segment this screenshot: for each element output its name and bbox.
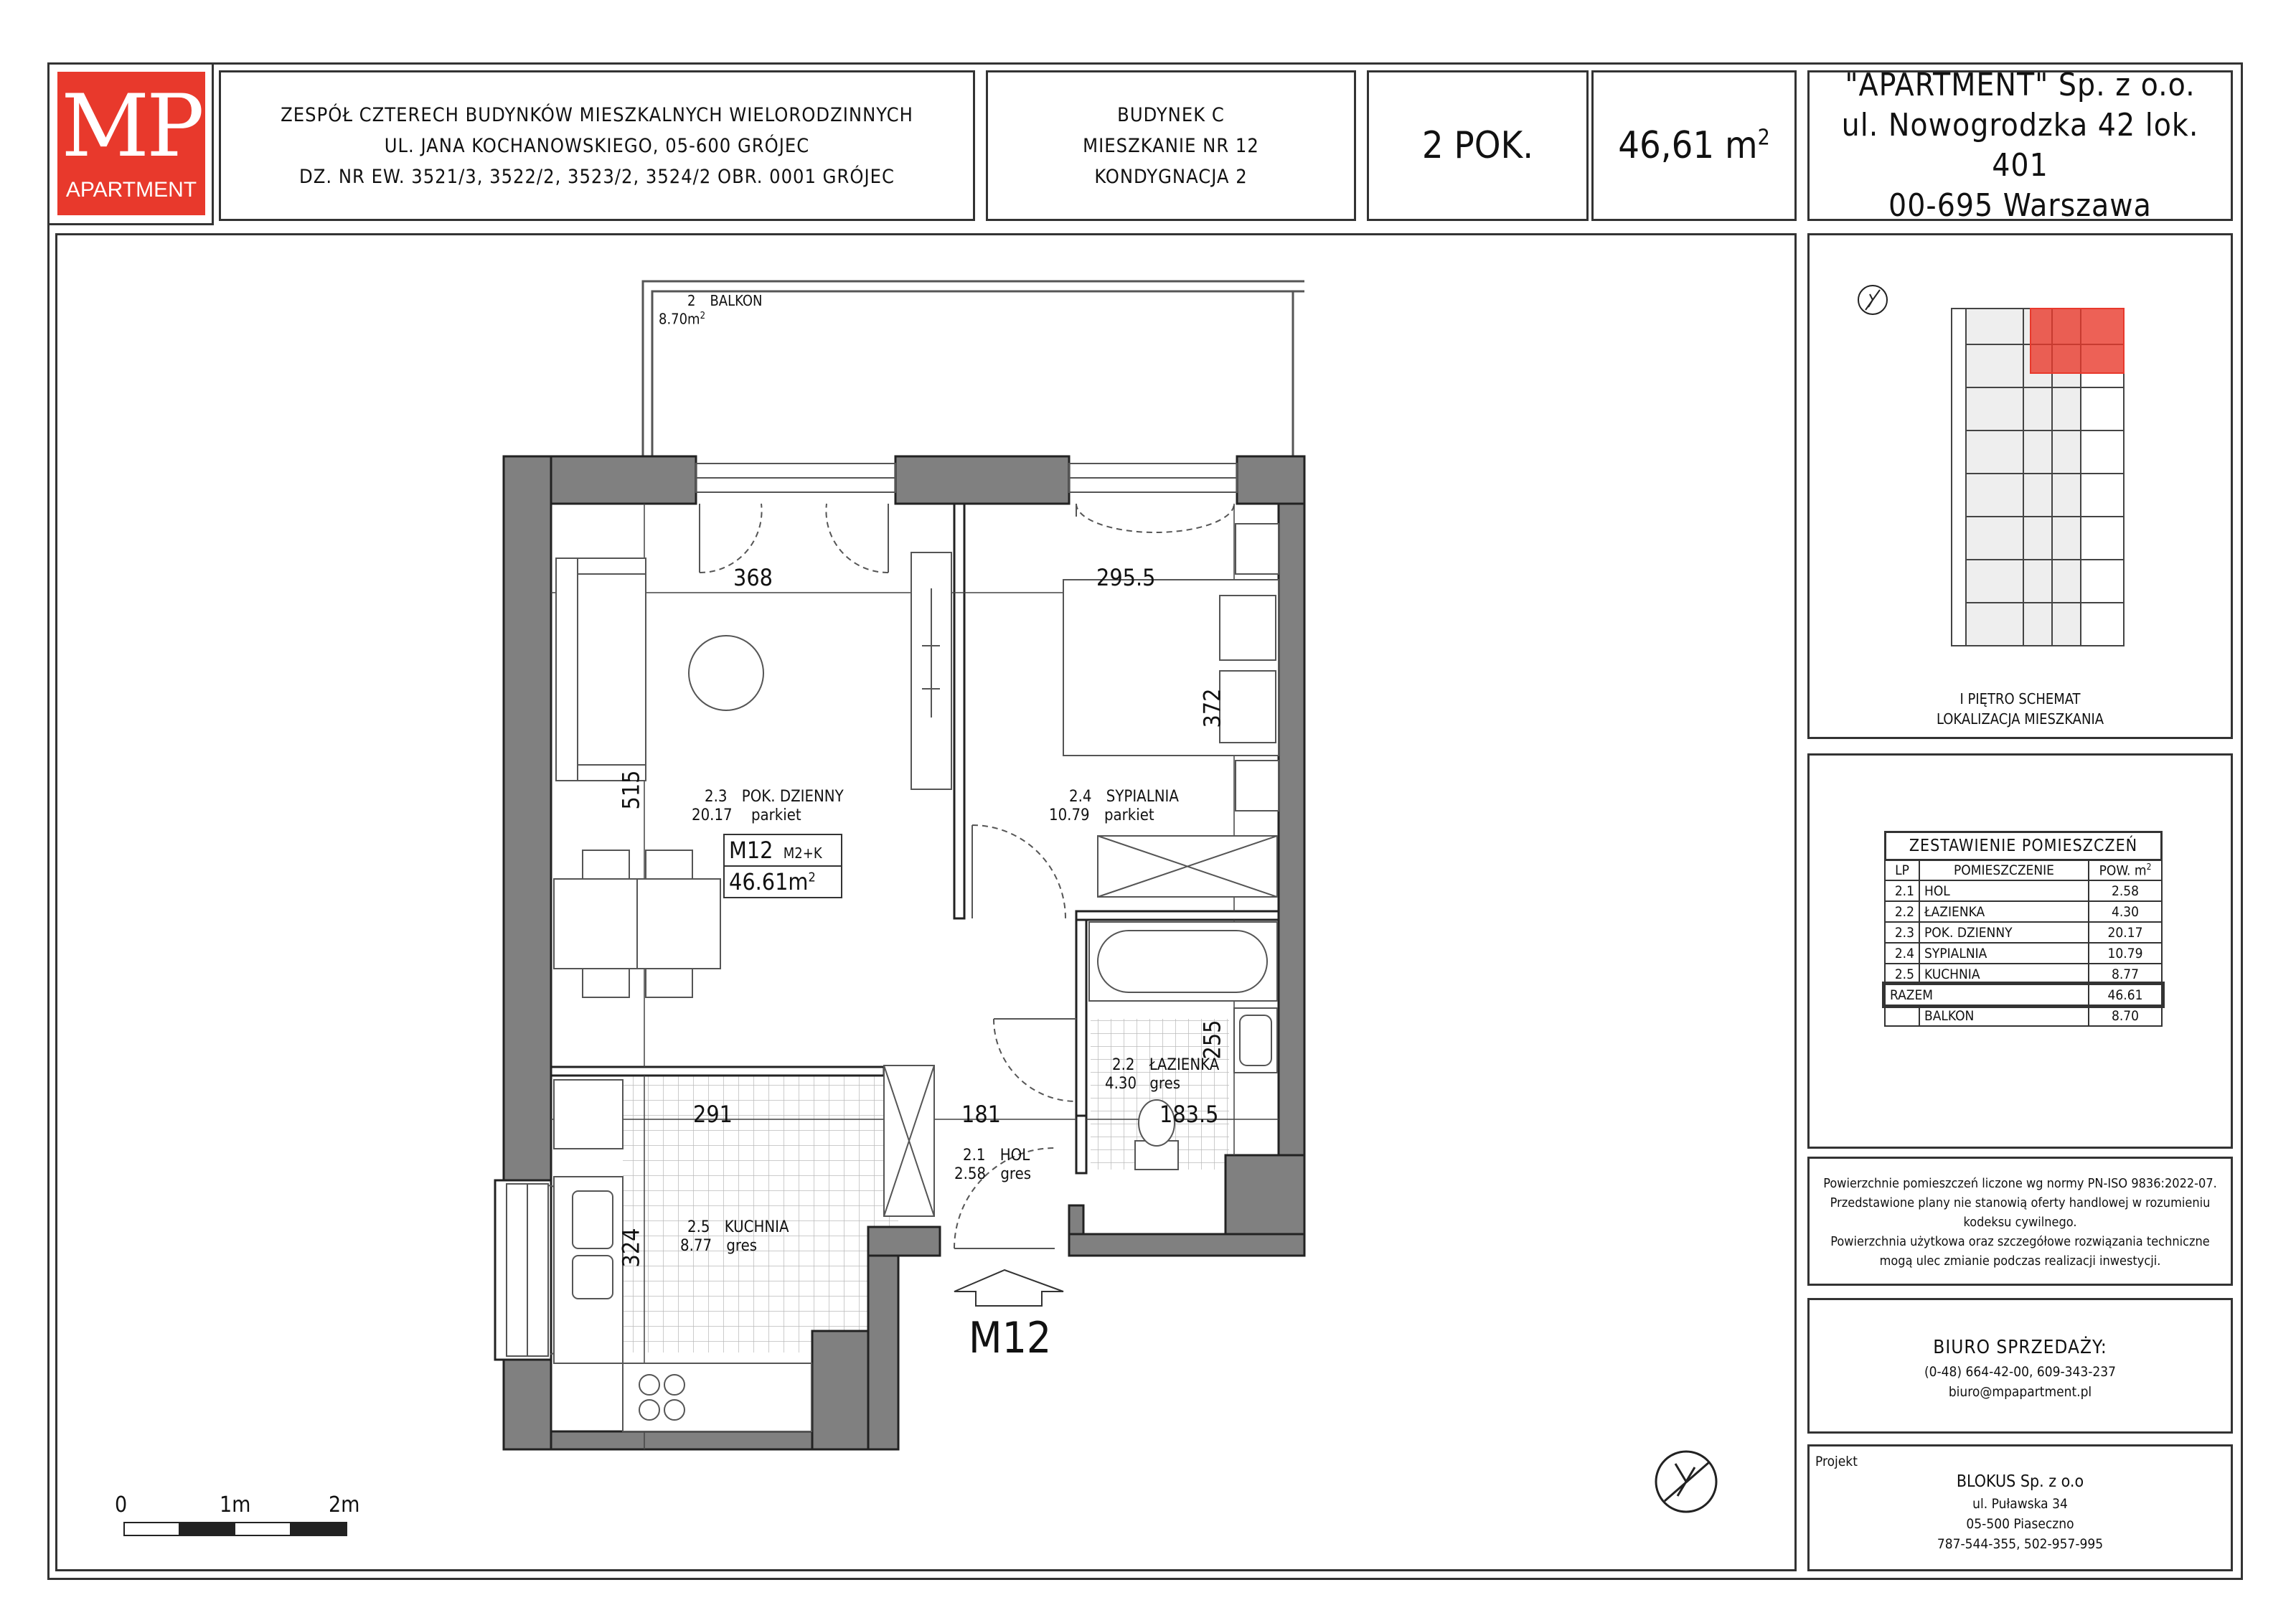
sales-email[interactable]: biuro@mpapartment.pl bbox=[1948, 1384, 2092, 1400]
room-label-hall: 2.1 HOL 2.58 gres bbox=[954, 1147, 1032, 1183]
room-table-title: ZESTAWIENIE POMIESZCZEŃ bbox=[1884, 831, 2163, 861]
balcony-label: 2 BALKON $8.70m^2$ bbox=[659, 292, 763, 328]
table-row: 2.5 KUCHNIA 8.77 bbox=[1885, 964, 2162, 984]
dim-255: 255 bbox=[1198, 1020, 1226, 1060]
scale-label-0: 0 bbox=[115, 1492, 128, 1518]
scale-label-1m: 1m bbox=[220, 1492, 251, 1518]
dim-291: 291 bbox=[693, 1101, 733, 1128]
notes-text: Powierzchnie pomieszczeń liczone wg normy PN-ISO 9836:2022-07. Przedstawione plany nie stanowią oferty handlowej w rozumieniu kodeksu cywilnego. Powierzchnia użytkowa oraz szczegółowe rozwiązania techniczne mogą ulec zmianie podczas realizacji inwestycji. bbox=[1823, 1176, 2217, 1269]
room-label-bedroom: 2.4 SYPIALNIA 10.79 parkiet bbox=[1049, 788, 1179, 824]
table-header: LP POMIESZCZENIE POW. $m^2$ bbox=[1885, 860, 2162, 880]
sales-phones: (0-48) 664-42-00, 609-343-237 bbox=[1924, 1364, 2117, 1380]
bathtub bbox=[1089, 922, 1277, 1001]
schema-caption bbox=[1807, 689, 2233, 729]
rooms-count: 2 POK. bbox=[1421, 124, 1534, 167]
bathroom-door bbox=[994, 1019, 1076, 1101]
schema-north-icon bbox=[1858, 286, 1887, 314]
dim-372: 372 bbox=[1198, 688, 1226, 728]
project-line-3: DZ. NR EW. 3521/3, 3522/2, 3523/2, 3524/2 OBR. 0001 GRÓJEC bbox=[299, 165, 895, 188]
entrance-label: M12 bbox=[969, 1313, 1052, 1363]
schema-line-1: I PIĘTRO SCHEMAT bbox=[1959, 690, 2081, 707]
building-line-2: MIESZKANIE NR 12 bbox=[1083, 134, 1259, 157]
project-info: BLOKUS Sp. z o.o ul. Puławska 34 05-500 Piaseczno 787-544-355, 502-957-995 bbox=[1937, 1472, 2104, 1552]
tv-unit bbox=[911, 552, 951, 789]
building-line-1: BUDYNEK C bbox=[1117, 103, 1225, 126]
building-schema bbox=[1952, 309, 2124, 646]
dim-368: 368 bbox=[733, 564, 773, 591]
logo-subtitle: APARTMENT bbox=[65, 178, 197, 202]
unit-area: 46.61m bbox=[729, 868, 809, 895]
dim-515: 515 bbox=[617, 770, 645, 810]
entrance-arrow bbox=[954, 1270, 1063, 1306]
scale-bar bbox=[124, 1523, 347, 1535]
company-name: "APARTMENT" Sp. z o.o. bbox=[1845, 67, 2196, 103]
schema-line-2: LOKALIZACJA MIESZKANIA bbox=[1936, 710, 2104, 728]
dim-295: 295.5 bbox=[1096, 564, 1156, 591]
dim-181: 181 bbox=[961, 1101, 1001, 1128]
sales-title: BIURO SPRZEDAŻY: bbox=[1933, 1337, 2107, 1358]
scale-label-2m: 2m bbox=[329, 1492, 360, 1518]
building-line-3: KONDYGNACJA 2 bbox=[1094, 165, 1248, 188]
project-line-1: ZESPÓŁ CZTERECH BUDYNKÓW MIESZKALNYCH WIELORODZINNYCH bbox=[281, 103, 913, 126]
company-city: 00-695 Warszawa bbox=[1888, 187, 2152, 224]
north-arrow-icon bbox=[1656, 1452, 1716, 1512]
kitchen-floor bbox=[623, 1076, 898, 1352]
unit-tag: M12 M2+K $46.61m^2$ bbox=[723, 834, 842, 898]
table-balcony-row: BALKON 8.70 bbox=[1885, 1005, 2162, 1026]
bedroom-door bbox=[972, 825, 1065, 918]
sofa bbox=[556, 558, 646, 781]
table-row: 2.3 POK. DZIENNY 20.17 bbox=[1885, 922, 2162, 943]
room-label-living: 2.3 POK. DZIENNY 20.17 parkiet bbox=[692, 788, 844, 824]
washbasin bbox=[1234, 1008, 1277, 1073]
dim-324: 324 bbox=[617, 1228, 645, 1268]
table-total-row: RAZEM 46.61 bbox=[1885, 984, 2162, 1005]
project-line-2: UL. JANA KOCHANOWSKIEGO, 05-600 GRÓJEC bbox=[384, 134, 810, 157]
room-label-kitchen: 2.5 KUCHNIA 8.77 gres bbox=[680, 1218, 789, 1255]
sales-info bbox=[1807, 1333, 2233, 1402]
coffee-table bbox=[689, 636, 763, 710]
logo-letters: MP bbox=[61, 77, 202, 177]
hall-wardrobe bbox=[884, 1065, 934, 1216]
dining-table bbox=[554, 850, 720, 997]
wardrobe bbox=[1098, 836, 1277, 897]
project-label: Projekt bbox=[1815, 1454, 1858, 1469]
total-area: 46,61 $m^2$ bbox=[1618, 124, 1770, 167]
bed bbox=[1063, 524, 1279, 811]
room-label-bathroom: 2.2 ŁAZIENKA 4.30 gres bbox=[1105, 1056, 1220, 1093]
table-row: 2.2 ŁAZIENKA 4.30 bbox=[1885, 901, 2162, 922]
room-table bbox=[1884, 859, 2163, 1027]
table-row: 2.1 HOL 2.58 bbox=[1885, 880, 2162, 901]
company-street: ul. Nowogrodzka 42 lok. 401 bbox=[1841, 107, 2199, 184]
unit-code: M12 bbox=[729, 837, 773, 864]
table-row: 2.4 SYPIALNIA 10.79 bbox=[1885, 943, 2162, 964]
dim-183: 183.5 bbox=[1159, 1101, 1219, 1128]
